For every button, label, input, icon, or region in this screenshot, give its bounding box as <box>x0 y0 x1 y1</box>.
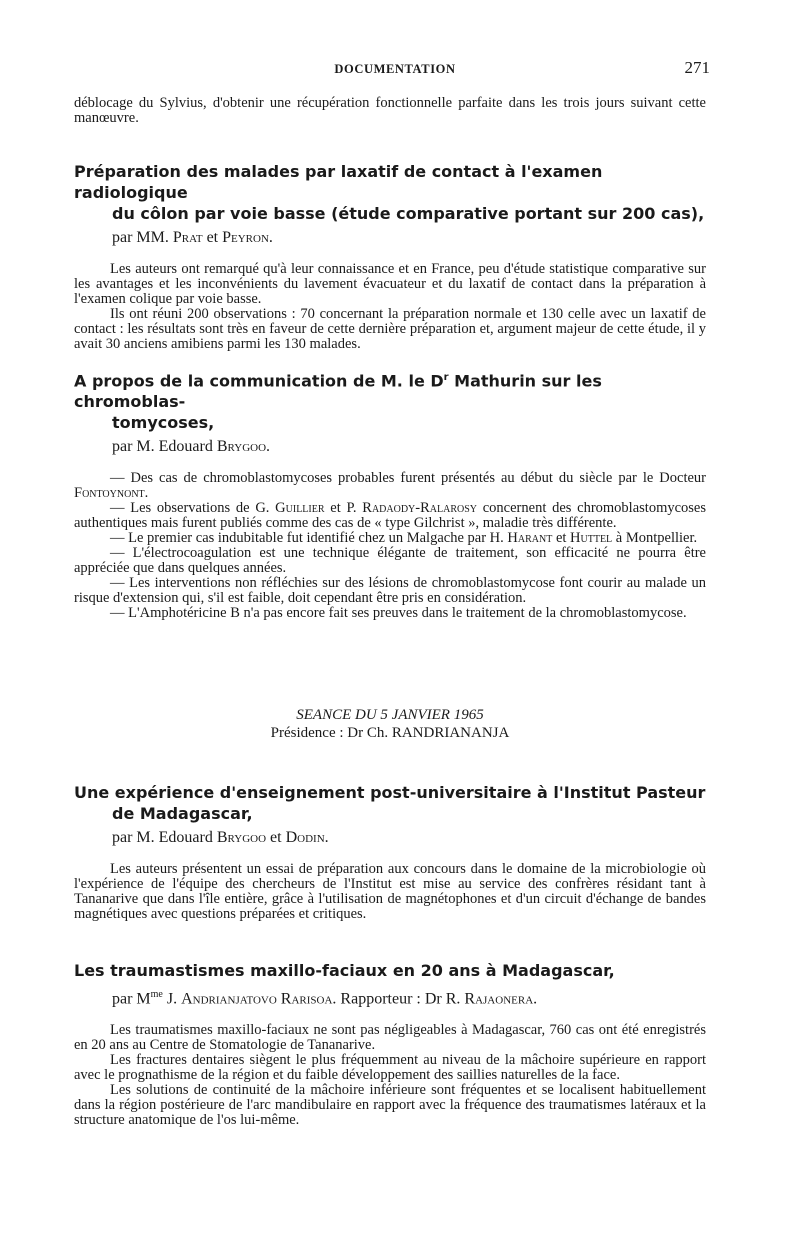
article-paragraph: — Des cas de chromoblastomycoses probables furent présentés au début du siècle par le Docteur Fontoynont. <box>74 470 706 502</box>
article-title: Une expérience d'enseignement post-universitaire à l'Institut Pasteur de Madagascar, <box>74 783 706 823</box>
article-title: A propos de la communication de M. le $D^r$ Mathurin sur les chromoblas- tomycoses, <box>74 371 602 433</box>
author-name: Peyron <box>222 229 269 246</box>
intro-section <box>74 96 706 126</box>
article-paragraph: Les fractures dentaires siègent le plus fréquemment au niveau de la mâchoire supérieure en rapport avec le prognathisme de la région et du faible développement des saillies naturelles de la face. <box>74 1052 706 1084</box>
article-paragraph: — Le premier cas indubitable fut identifié chez un Malgache par H. Harant et Huttel à Montpellier. <box>110 530 698 547</box>
author-name: Andrianjatovo Rarisoa <box>181 990 333 1008</box>
article-title: Les traumastismes maxillo-faciaux en 20 ans à Madagascar, <box>74 961 615 980</box>
article-paragraph: Les solutions de continuité de la mâchoire inférieure sont fréquentes et se localisent habituellement dans la région postérieure de l'arc mandibulaire en rapport avec la fréquence des traumatismes latéraux et la structure anatomique de l'os lui-même. <box>74 1082 706 1129</box>
article-paragraph: — L'Amphotéricine B n'a pas encore fait ses preuves dans le traitement de la chromoblastomycose. <box>110 605 687 622</box>
article-byline: par $M^{me}$ J. Andrianjatovo Rarisoa. Rapporteur : Dr R. Rajaonera. <box>112 989 538 1008</box>
article-byline: par MM. Prat et Peyron. <box>112 229 273 246</box>
article-brygoo-chromoblastomycoses <box>74 367 706 621</box>
article-paragraph: Les auteurs ont remarqué qu'à leur connaissance et en France, peu d'étude statistique comparative sur les avantages et les inconvénients du lavement évacuateur et du laxatif de contact dans la préparation à l'examen colique par voie basse. <box>74 261 706 307</box>
seance-title: SEANCE DU 5 JANVIER 1965 <box>296 707 484 723</box>
article-title-line2: du côlon par voie basse (étude comparative portant sur 200 cas), <box>112 204 705 223</box>
article-enseignement-post-universitaire <box>74 782 706 922</box>
author-name: Brygoo <box>216 438 267 456</box>
article-byline: par M. Edouard Brygoo. <box>112 438 271 456</box>
article-byline: par M. Edouard Brygoo et Dodin. <box>112 829 329 846</box>
intro-paragraph: déblocage du Sylvius, d'obtenir une récupération fonctionnelle parfaite dans les trois jours suivant cette manœuvre. <box>74 95 706 126</box>
article-prat-peyron <box>74 161 706 352</box>
seance-presidence: Présidence : Dr Ch. RANDRIANANJA <box>270 725 510 741</box>
seance-heading <box>74 706 706 742</box>
article-title <box>74 161 706 224</box>
author-name: Rajaonera <box>464 990 534 1008</box>
article-paragraph: — L'électrocoagulation est une technique élégante de traitement, son efficacité ne pourra être appréciée que dans quelques années. <box>74 545 706 577</box>
article-paragraph: Ils ont réuni 200 observations : 70 concernant la préparation normale et 130 celle avec un laxatif de contact : les résultats sont très en faveur de cette dernière préparation et, argument majeur de cette étude, il y avait 30 anciens amibiens parmi les 130 malades. <box>74 306 706 352</box>
article-paragraph: — Les observations de G. Guillier et P. Radaody-Ralarosy concernent des chromoblastomycoses authentiques mais furent publiés comme des cas de « type Gilchrist », maladie très différente. <box>74 500 707 532</box>
article-traumatismes-maxillo-faciaux <box>74 960 706 1128</box>
article-title-line1: Préparation des malades par laxatif de contact à l'examen radiologique <box>74 162 603 202</box>
article-paragraph: Les auteurs présentent un essai de préparation aux concours dans le domaine de la microbiologie où l'expérience de l'équipe des chercheurs de l'Institut est mise au service des confrères résidant tant à Tananarive que dans l'île entière, grâce à l'utilisation de magnétophones et d'un circuit d'échange de bandes magnétiques avec questions préparées et critiques. <box>74 861 706 922</box>
author-name: Dodin <box>285 829 325 846</box>
article-paragraph: — Les interventions non réfléchies sur des lésions de chromoblastomycose font courir au malade un risque d'extension qui, s'il est faible, doit cependant être pris en considération. <box>74 575 706 607</box>
article-paragraph: Les traumatismes maxillo-faciaux ne sont pas négligeables à Madagascar, 760 cas ont été enregistrés en 20 ans au Centre de Stomatologie de Tananarive. <box>74 1022 706 1054</box>
author-name: Brygoo <box>216 829 267 846</box>
page-number: 271 <box>684 58 710 77</box>
author-name: Prat <box>172 229 203 246</box>
running-header-title: DOCUMENTATION <box>334 62 456 76</box>
